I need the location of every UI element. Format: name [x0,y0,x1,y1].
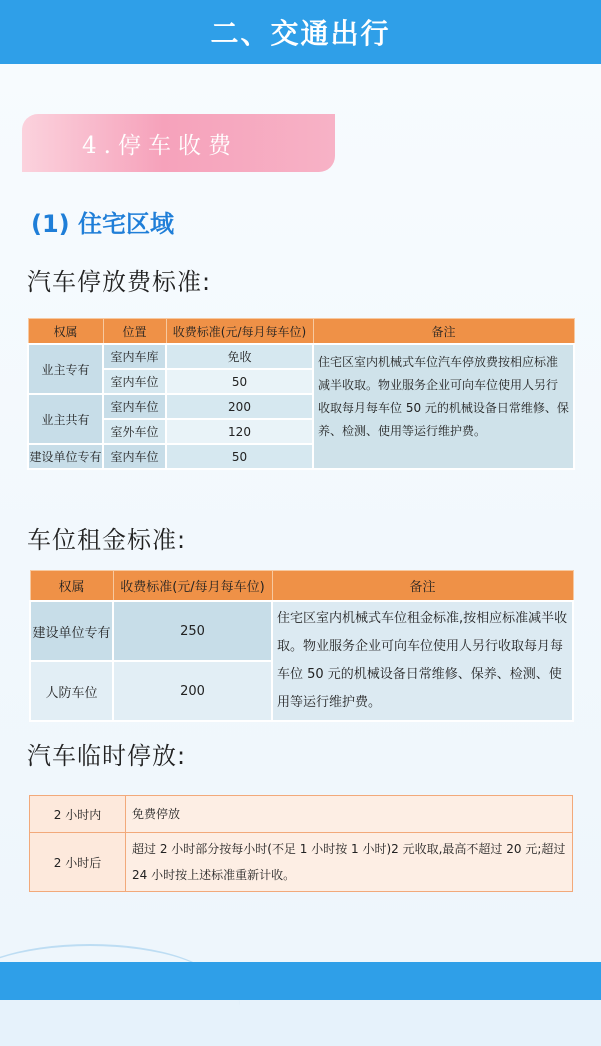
table-row [28,344,574,369]
note-cell: 住宅区室内机械式车位租金标准,按相应标准减半收取。物业服务企业可向车位使用人另行收取每月每车位 50 元的机械设备日常维修、保养、检测、使用等运行维护费。 [272,601,573,721]
owner-cell: 人防车位 [30,661,113,721]
fee-cell: 50 [166,369,313,394]
footer-bar [0,962,601,1000]
rule-cell: 超过 2 小时部分按每小时(不足 1 小时按 1 小时)2 元收取,最高不超过 20 元;超过 24 小时按上述标准重新计收。 [126,833,573,892]
note-cell: 住宅区室内机械式车位汽车停放费按相应标准减半收取。物业服务企业可向车位使用人另行收取每月每车位 50 元的机械设备日常维修、保养、检测、使用等运行维护费。 [313,344,574,469]
fee-cell: 50 [166,444,313,469]
fee-cell: 200 [113,661,272,721]
owner-cell: 建设单位专有 [30,601,113,661]
car-parking-heading: 汽车停放费标准: [27,268,212,296]
fee-cell: 120 [166,419,313,444]
header-bar [0,0,601,64]
table-row [30,601,573,661]
section-label: 4.停车收费 [82,132,238,159]
duration-cell: 2 小时后 [30,833,126,892]
rule-cell: 免费停放 [126,796,573,833]
table-row [30,796,573,833]
column-header: 位置 [103,319,166,345]
fee-cell: 250 [113,601,272,661]
table-header-row [30,571,573,602]
section-label-banner [22,114,335,172]
location-cell: 室内车库 [103,344,166,369]
fee-cell: 200 [166,394,313,419]
column-header: 备注 [313,319,574,345]
duration-cell: 2 小时内 [30,796,126,833]
column-header: 权属 [30,571,113,602]
column-header: 收费标准(元/每月每车位) [113,571,272,602]
owner-cell: 业主专有 [28,344,103,394]
temp-parking-table [29,795,573,892]
fee-cell: 免收 [166,344,313,369]
header-title: 二、交通出行 [210,17,391,50]
location-cell: 室内车位 [103,394,166,419]
owner-cell: 业主共有 [28,394,103,444]
column-header: 权属 [28,319,103,345]
location-cell: 室内车位 [103,444,166,469]
column-header: 备注 [272,571,573,602]
rent-fee-table [29,570,574,722]
table-header-row [28,319,574,345]
subsection-title: (1) 住宅区域 [31,210,174,238]
location-cell: 室外车位 [103,419,166,444]
column-header: 收费标准(元/每月每车位) [166,319,313,345]
rent-heading: 车位租金标准: [27,526,187,554]
car-parking-fee-table [27,318,575,470]
temp-parking-heading: 汽车临时停放: [27,742,187,770]
owner-cell: 建设单位专有 [28,444,103,469]
table-row [30,833,573,892]
location-cell: 室内车位 [103,369,166,394]
